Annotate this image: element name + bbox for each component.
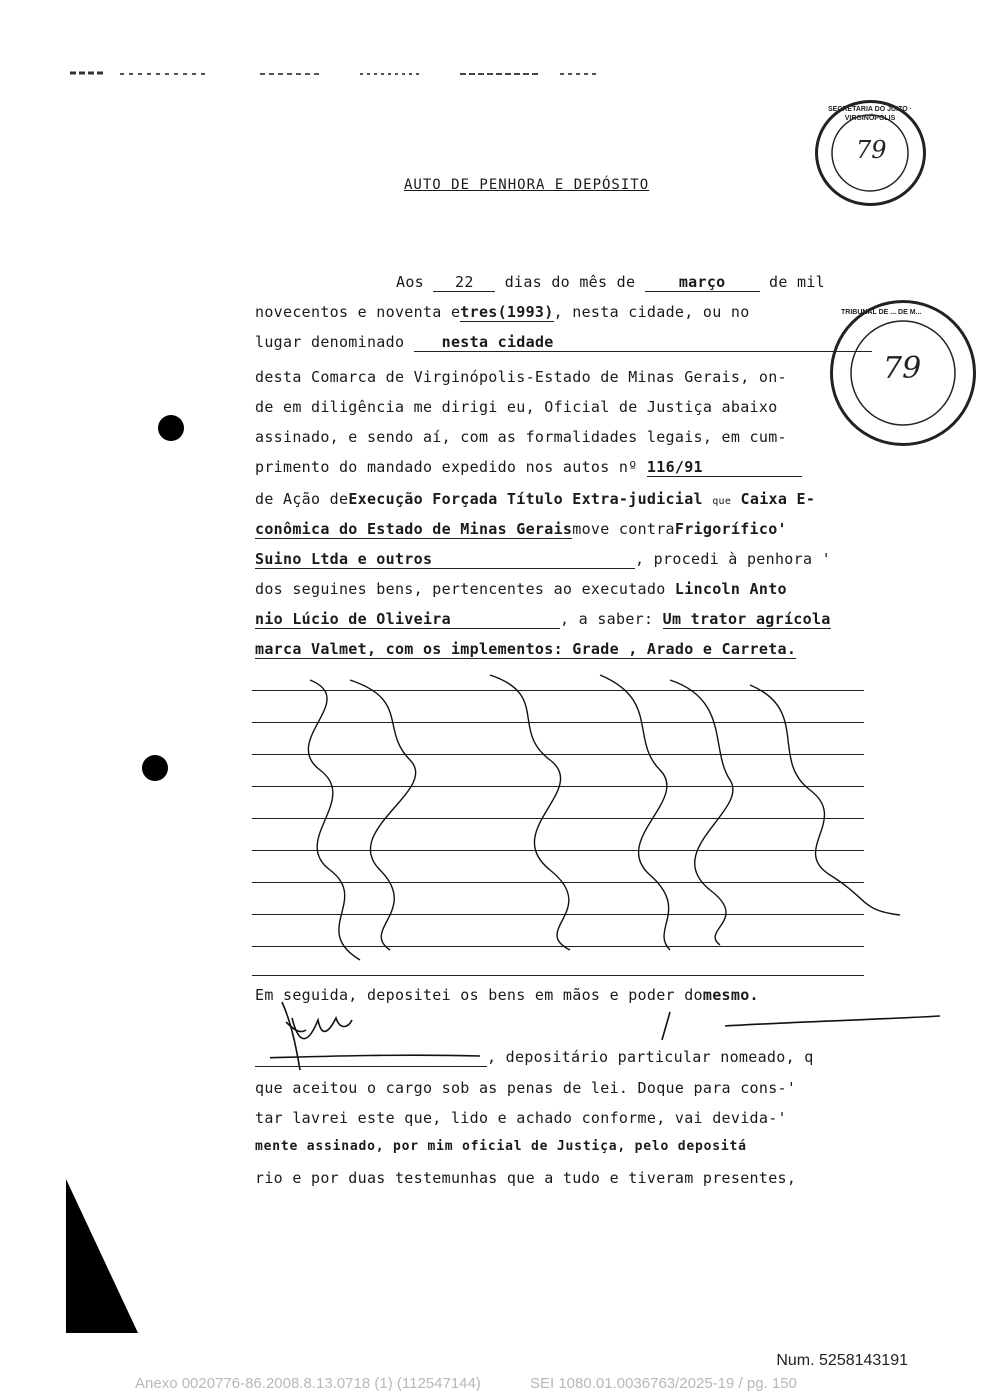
punch-hole-top	[158, 415, 184, 441]
line10-a: , procedi à penhora '	[635, 550, 831, 568]
stamp-side-text: TRIBUNAL DE ... DE M...	[841, 309, 922, 316]
line7-a: primento do mandado expedido nos autos nº	[255, 458, 638, 476]
line1-b: dias do mês de	[504, 273, 636, 291]
executado-value-1: Lincoln Anto	[674, 580, 787, 598]
line1-a: Aos	[396, 273, 424, 291]
line14-a: Em seguida, depositei os bens em mãos e poder do	[255, 986, 703, 1004]
line-19: rio e por duas testemunhas que a tudo e tiveram presentes,	[255, 1169, 797, 1187]
document-number: Num. 5258143191	[776, 1352, 908, 1369]
line-10	[255, 550, 831, 569]
stamp-number: 79	[856, 136, 887, 164]
line-6: assinado, e sendo aí, com as formalidades legais, em cum-	[255, 428, 787, 446]
line11-a: dos seguines bens, pertencentes ao executado	[255, 580, 666, 598]
line-12	[255, 610, 831, 629]
footer-anexo: Anexo 0020776-86.2008.8.13.0718 (1) (112547144)	[135, 1375, 481, 1392]
day-value: 22	[455, 273, 474, 291]
year-field	[460, 303, 553, 322]
line9-a: move contra	[572, 520, 675, 538]
month-field	[645, 273, 760, 292]
depositario-value: mesmo.	[702, 986, 759, 1004]
line-16: que aceitou o cargo sob as penas de lei. Doque para cons-'	[255, 1079, 797, 1097]
punch-hole-bottom	[142, 755, 168, 781]
stamp-text: SECRETARIA DO JUIZO · VIRGINÓPOLIS	[827, 106, 912, 122]
acao-value: Execução Forçada Título Extra-judicial	[348, 490, 703, 508]
tribunal-stamp	[830, 300, 976, 446]
year-value: tres(1993)	[460, 303, 554, 321]
line-13	[255, 640, 796, 659]
day-field	[433, 273, 495, 292]
line-11	[255, 580, 787, 598]
line-5: de em diligência me dirigi eu, Oficial de Justiça abaixo	[255, 398, 778, 416]
bem-value-1: Um trator agrícola	[662, 610, 831, 628]
document-title: AUTO DE PENHORA E DEPÓSITO	[404, 177, 650, 193]
place-field	[414, 333, 872, 352]
line8-b: que	[712, 496, 732, 507]
autos-field	[647, 458, 802, 477]
blank-line	[252, 975, 864, 976]
line-1	[396, 273, 825, 292]
line-4: desta Comarca de Virginópolis-Estado de Minas Gerais, on-	[255, 368, 787, 386]
autor-value-1: Caixa E-	[740, 490, 816, 508]
line2-a: novecentos e noventa e	[255, 303, 461, 321]
line-3	[255, 333, 872, 352]
line-7	[255, 458, 802, 477]
line1-c: de mil	[769, 273, 826, 291]
line-18: mente assinado, por mim oficial de Justiça, pelo depositá	[255, 1139, 747, 1154]
reu-value-2: Suino Ltda e outros	[255, 550, 433, 568]
line-17: tar lavrei este que, lido e achado conforme, vai devida-'	[255, 1109, 787, 1127]
line2-b: , nesta cidade, ou no	[553, 303, 750, 321]
line-15	[255, 1048, 814, 1067]
autor-value-2: conômica do Estado de Minas Gerais	[255, 520, 573, 538]
depositario-signature-field	[255, 1048, 487, 1067]
margin-marker	[60, 1175, 140, 1335]
stamp-side-number: 79	[883, 351, 922, 386]
executado-field	[255, 610, 560, 629]
line3-a: lugar denominado	[255, 333, 405, 351]
signature	[270, 1000, 950, 1080]
line8-a: de Ação de	[255, 490, 349, 508]
month-value: março	[678, 273, 726, 291]
cancellation-strokes	[250, 660, 910, 970]
line-2	[255, 303, 750, 322]
autos-value: 116/91	[646, 458, 703, 476]
bem-value-2: marca Valmet, com os implementos: Grade , Arado e Carreta.	[255, 640, 797, 658]
reu-field	[255, 550, 635, 569]
footer-sei: SEI 1080.01.0036763/2025-19 / pg. 150	[530, 1375, 797, 1392]
line12-a: , a saber:	[560, 610, 654, 628]
line-9	[255, 520, 787, 539]
reu-value-1: Frigorífico'	[674, 520, 787, 538]
line15-a: , depositário particular nomeado, q	[487, 1048, 814, 1066]
executado-value-2: nio Lúcio de Oliveira	[255, 610, 451, 628]
place-value: nesta cidade	[441, 333, 554, 351]
line-8	[255, 490, 815, 508]
scan-noise	[60, 60, 680, 100]
court-stamp	[815, 100, 926, 206]
